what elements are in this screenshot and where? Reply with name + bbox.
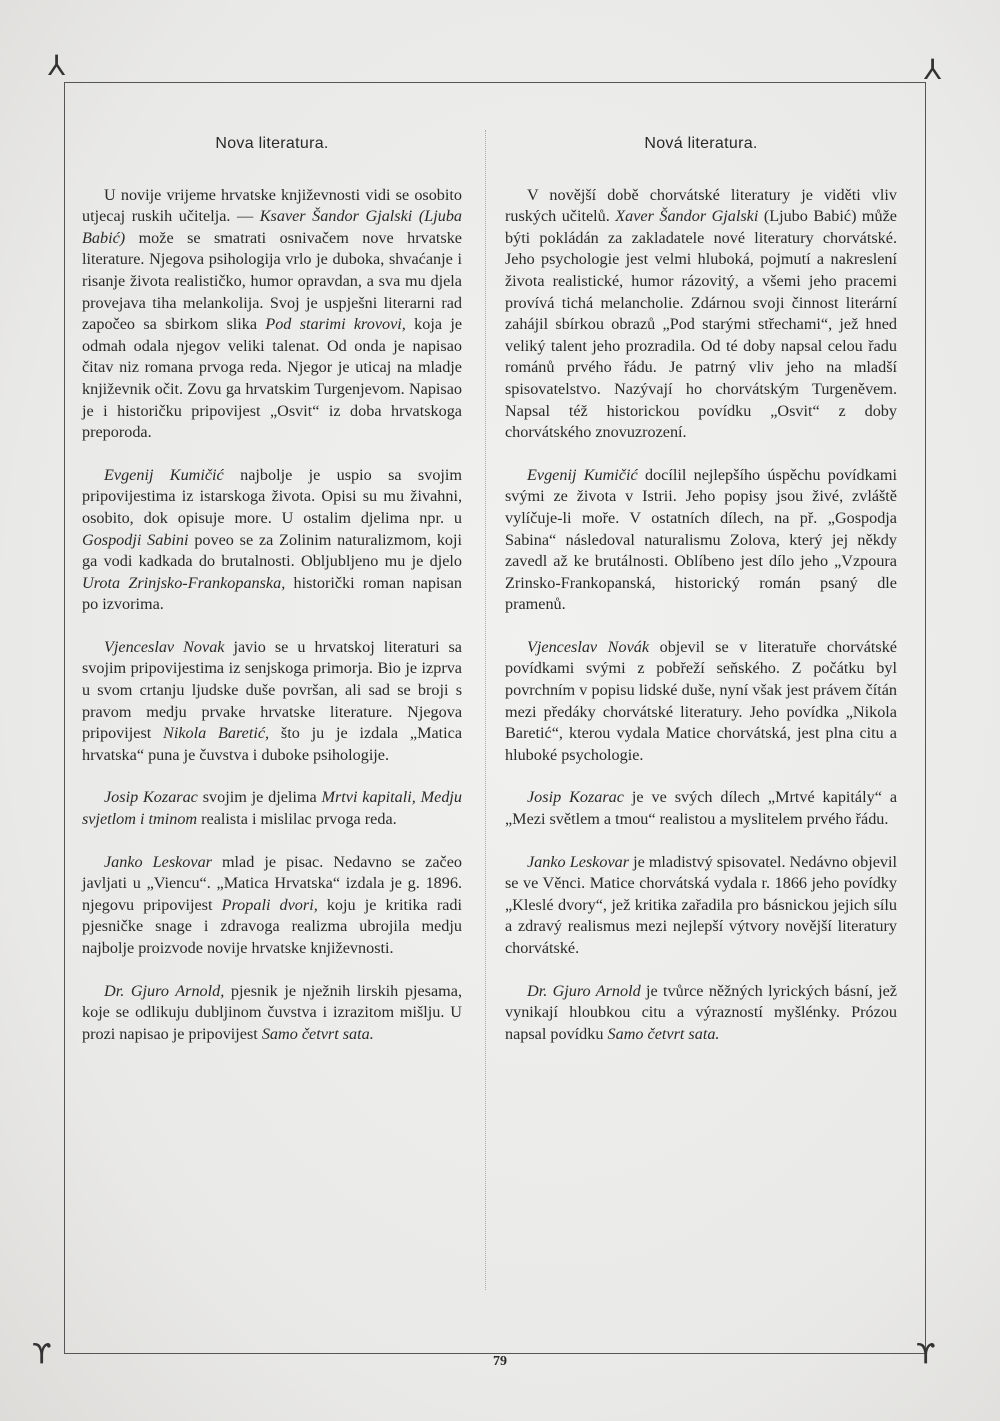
italic-name: Josip Kozarac	[527, 788, 624, 807]
left-paragraph-3	[82, 637, 462, 767]
left-paragraph-2	[82, 465, 462, 616]
italic-name: Samo četvrt sata.	[261, 1024, 374, 1043]
text-run: je tvůrce něžných lyrických básní, jež vynikají hloubkou citu a výrazností myšlénky. Prózou napsal povídku	[505, 981, 897, 1043]
text-run: V novější době chorvátské literatury je viděti vliv ruských učitelů.	[505, 185, 897, 226]
text-run: docílil nejlepšího úspěchu povídkami svými ze života v Istrii. Jeho popisy jsou živé, zvláště vylíčuje-li moře. V ostatních dílech, na př. „Gospodja Sabina“ následoval naturalismu Zolova, který jej někdy zavedl až ke brutálnosti. Oblíbeno jest dílo jeho „Vzpoura Zrinsko-Frankopanská, historický román psaný dle pramenů.	[505, 465, 897, 614]
right-paragraph-1	[505, 185, 897, 444]
text-run: koja je odmah odala njegov veliki talenat. Od onda je napisao čitav niz romana prvoga reda. Njegor je uticaj na mladje književnik očit. Zovu ga hrvatskim Turgenjevom. Napisao je i historičku pripovijest „Osvit“ iz doba hrvatskoga preporoda.	[82, 315, 463, 442]
italic-name: Samo četvrt sata.	[607, 1024, 720, 1043]
text-run: može se smatrati osnivačem nove hrvatske literature. Njegova psihologija vrlo je duboka, shvaćanje i risanje života realističko, humor opravdan, a sva mu djela provejava tiha melankolija. Svoj je uspješni literarni rad započeo sa sbirkom slika	[82, 228, 462, 334]
czech-paragraphs	[505, 185, 897, 1046]
left-paragraph-5	[82, 852, 462, 960]
text-run: objevil se v literatuře chorvátské povídkami svými z pobřeží seňského. Z počátku byl povrchním v popisu lidské duše, nyní však jest právem čítán mezi předáky chorvátské literatury. Jeho povídka „Nikola Baretić“, kterou vydala Matice chorvátská, jest plna citu a hluboké psychologie.	[505, 637, 897, 764]
corner-ornament-bottom-left-icon: ϒ	[32, 1337, 52, 1370]
column-divider	[485, 130, 487, 1290]
left-paragraph-4	[82, 787, 462, 830]
italic-name: Dr. Gjuro Arnold	[527, 981, 641, 1000]
right-paragraph-6	[505, 981, 897, 1046]
right-paragraph-3	[505, 637, 897, 767]
czech-column-title: Nová literatura.	[644, 135, 758, 152]
right-paragraph-2	[505, 465, 897, 616]
text-run: što ju je izdala „Matica hrvatska“ puna je čuvstva i duboke psihologije.	[82, 724, 463, 764]
italic-name: Evgenij Kumičić	[104, 465, 224, 484]
text-run: (Ljubo Babić) může býti pokládán za zakladatele nové literatury chorvátské. Jeho psychologie jest velmi hluboká, pojmutí a nakreslení života realistické, humor rázovitý, a všemi jeho pracemi provívá tichá melancholie. Zdárnou svoji činnost literární zahájil sbírkou obrazů „Pod starými střechami“, jež hned veliký talent jeho prozradila. Od té doby napsal celou řadu románů prvého řádu. Je patrný vliv jeho na mladší spisovatelstvo. Nazývají ho chorvátským Turgeněvem. Napsal též historickou povídku „Osvit“ z doby chorvátského znovuzrození.	[505, 207, 897, 442]
corner-ornament-top-right-icon: ⅄	[924, 53, 942, 86]
italic-name: Xaver Šandor Gjalski	[615, 207, 759, 226]
italic-name: Janko Leskovar	[104, 852, 212, 871]
croatian-column-title: Nova literatura.	[215, 135, 329, 152]
text-run: je mladistvý spisovatel. Nedávno objevil se ve Věnci. Matice chorvátská vydala r. 1866 jeho povídky „Kleslé dvory“, jež kritika zařadila pro básnickou jejich sílu a zdravý realismus mezi nejlepší výtvory novější literatury chorvátské.	[505, 852, 897, 957]
italic-name: Propali dvori,	[221, 895, 318, 914]
croatian-column	[82, 133, 462, 1066]
italic-name: Dr. Gjuro Arnold,	[104, 981, 225, 1000]
text-run: poveo se za Zolinim naturalizmom, koji ga vodi kadkada do brutalnosti. Obljubljeno mu je djelo	[82, 530, 463, 571]
text-run: najbolje je uspio sa svojim pripovijestima iz istarskoga života. Opisi su mu živahni, osobito, dok opisuje more. U ostalim djelima npr. u	[82, 465, 462, 527]
left-paragraph-6	[82, 981, 462, 1046]
corner-ornament-top-left-icon: ⅄	[48, 49, 66, 82]
text-run: je ve svých dílech „Mrtvé kapitály“ a „Mezi světlem a tmou“ realistou a myslitelem prvého řádu.	[505, 788, 897, 829]
czech-column	[505, 133, 897, 1066]
italic-name: Vjenceslav Novak	[104, 637, 225, 656]
page-number: 79	[493, 1354, 507, 1369]
italic-name: Nikola Baretić,	[163, 724, 270, 743]
italic-name: Pod starimi krovovi,	[265, 315, 406, 334]
italic-name: Josip Kozarac	[104, 788, 198, 807]
text-run: koju je kritika radi pjesničke snage i zdravoga realizma ubrojila medju najbolje proizvode novije hrvatske književnosti.	[82, 895, 462, 957]
right-paragraph-4	[505, 787, 897, 830]
text-run: historički roman napisan po izvorima.	[82, 573, 462, 614]
text-run: U novije vrijeme hrvatske književnosti vidi se osobito utjecaj ruskih učitelja. —	[82, 185, 462, 226]
italic-name: Gospodji Sabini	[82, 530, 189, 549]
italic-name: Vjenceslav Novák	[527, 637, 650, 656]
text-run: realista i mislilac prvoga reda.	[197, 810, 397, 829]
italic-name: Urota Zrinjsko-Frankopanska,	[82, 573, 286, 592]
text-run: pjesnik je nježnih lirskih pjesama, koje se odlikuju dubljinom čuvstva i izrazitom mišlju. U prozi napisao je pripovijest	[82, 981, 462, 1043]
corner-ornament-bottom-right-icon: ϒ	[916, 1337, 936, 1370]
italic-name: Mrtvi kapitali, Medju svjetlom i tminom	[82, 788, 463, 829]
right-paragraph-5	[505, 852, 897, 960]
text-run: svojim je djelima	[197, 788, 322, 807]
italic-name: Janko Leskovar	[527, 852, 630, 871]
italic-name: Evgenij Kumičić	[527, 465, 638, 484]
left-paragraph-1	[82, 185, 462, 444]
croatian-paragraphs	[82, 185, 462, 1046]
text-run: javio se u hrvatskoj literaturi sa svojim pripovijestima iz senjskoga primorja. Bio je izprva u svom crtanju ljudske duše površan, ali sad se broji s pravom medju prvake hrvatske literature. Njegova pripovijest	[82, 637, 462, 743]
italic-name: Ksaver Šandor Gjalski (Ljuba Babić)	[82, 207, 463, 247]
text-run: mlad je pisac. Nedavno se začeo javljati u „Viencu“. „Matica Hrvatska“ izdala je g. 1896. njegovu pripovijest	[82, 852, 462, 914]
